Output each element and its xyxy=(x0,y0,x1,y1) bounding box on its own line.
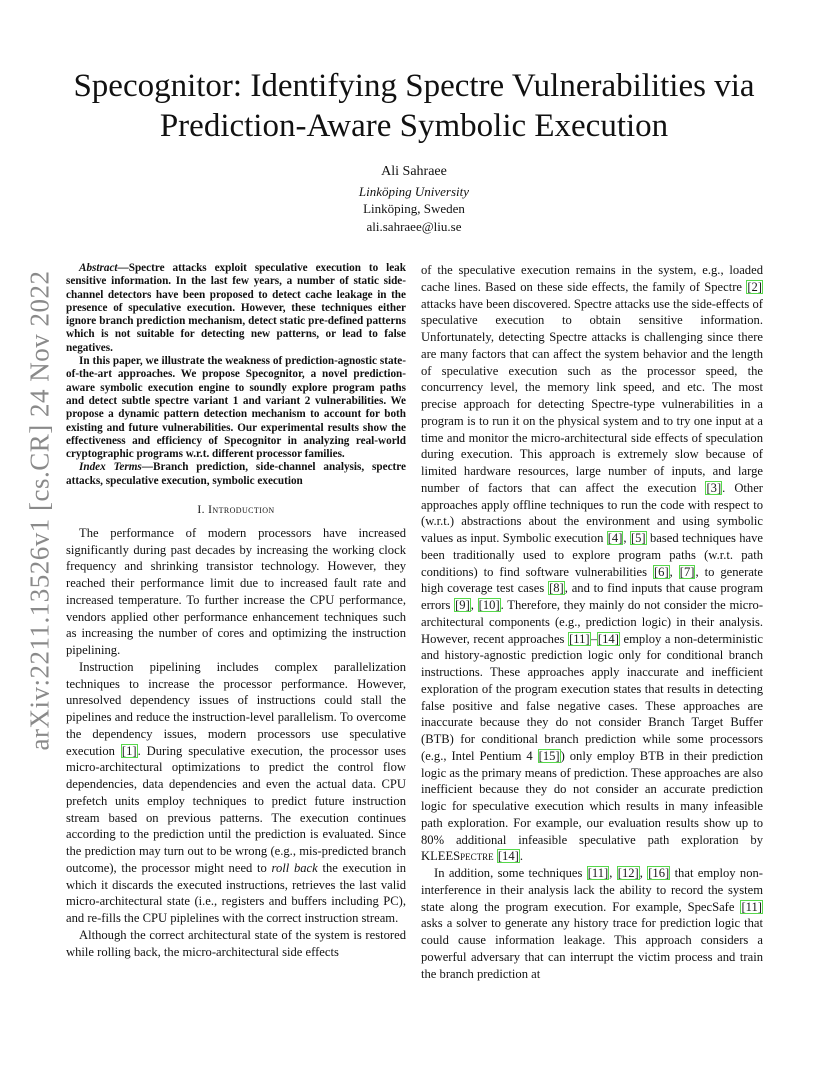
citation-link[interactable]: [11] xyxy=(587,866,609,880)
right-text: , xyxy=(669,564,679,579)
abstract-text-1: —Spectre attacks exploit speculative execution to leak sensitive information. In the last few years, a number of static side-channel detectors have been proposed to detect cache leakage in the presence of speculative execution. However, these techniques either ignore branch prediction mechanism, detect static pre-defined patterns which is not suitable for detecting new patterns, or lead to false negatives. xyxy=(66,262,406,354)
intro-p2-text-b: . During speculative execution, the processor uses micro-architectural optimizations to predict the control flow dependencies, data dependencies and even the actual data. CPU prefetch units employ techniques to predict future instruction stream based on previous patterns. The execution continues according to the prediction until the prediction is evaluated. Since the prediction may turn out to be wrong (e.g., mis-predicted branch outcome), the processor might need to xyxy=(66,743,406,875)
citation-link[interactable]: [5] xyxy=(630,531,646,545)
title-line-1: Specognitor: Identifying Spectre Vulnerabilities via xyxy=(73,68,755,104)
arxiv-id-text: arXiv:2211.13526v1 [cs.CR] 24 Nov 2022 xyxy=(24,270,55,750)
abstract-paragraph-2: In this paper, we illustrate the weakness of prediction-agnostic state-of-the-art approaches. We propose Specognitor, a novel prediction-aware symbolic execution engine to soundly explore program paths and detect subtle spectre variant 1 and variant 2 vulnerabilities. We propose a dynamic pattern detection mechanism to account for both existing and future vulnerabilities. Our experimental results show the effectiveness and efficiency of Specognitor in analyzing real-world cryptographic programs w.r.t. different processor families. xyxy=(66,355,406,461)
abstract-label: Abstract xyxy=(79,262,118,274)
right-text: employ a non-deterministic and history-agnostic prediction logic only for conditional branch instructions. These approaches apply inaccurate and inefficient exploration of the program execution states that results in detecting false positive and false negative cases. These approaches are inaccurate because they do not consider Branch Target Buffer (BTB) for conditional branch prediction while some processors (e.g., Intel Pentium 4 xyxy=(421,631,763,763)
citation-link[interactable]: [16] xyxy=(648,866,670,880)
author-location: Linköping, Sweden xyxy=(363,201,465,216)
intro-p2-text-c: the execution in which it discards the executed instructions, retrieves the last valid micro-architectural state (i.e., registers and buffers including PC), and re-fills the CPU piplelines with the correct instruction stream. xyxy=(66,860,406,926)
arxiv-identifier-stamp xyxy=(20,250,60,770)
right-text: – xyxy=(590,631,597,646)
citation-link[interactable]: [11] xyxy=(569,631,590,646)
author-affiliation: Linköping University xyxy=(358,183,470,199)
right-paragraph-1 xyxy=(421,262,763,865)
right-text: attacks have been discovered. Spectre attacks use the side-effects of speculative execution to obtain sensitive information. Unfortunately, detecting Spectre attacks is challenging since there are many factors that can affect the system behavior and the length of speculative execution such as the processor speed, the concurrency level, the memory link speed, and etc. The most precise approach for detecting Spectre-type vulnerabilities in a program is to run it on the physical system and to try one input at a time and monitor the micro-architectural side effects of speculation during execution. This approach is extremely slow because of limited hardware resources, large number of inputs, and large number of factors that can affect the execution xyxy=(421,296,763,495)
citation-link[interactable]: [11] xyxy=(741,899,762,914)
abstract-paragraph-1 xyxy=(66,262,406,355)
right-text: based techniques have been traditionally used to explore program paths (w.r.t. path conditions) to find software vulnerabilities xyxy=(421,531,764,579)
intro-p2-emphasis: roll back xyxy=(271,860,318,875)
index-terms xyxy=(66,461,406,488)
citation-link[interactable]: [2] xyxy=(747,279,762,294)
paper-title xyxy=(40,66,788,146)
right-text: , xyxy=(470,598,478,612)
right-text: . Therefore, they mainly do not consider the micro-architectural components (e.g., prediction logic) in their analysis. However, recent approaches xyxy=(421,598,764,646)
citation-link[interactable]: [1] xyxy=(121,743,137,758)
right-paragraph-2 xyxy=(421,865,763,982)
citation-link[interactable]: [15] xyxy=(538,748,560,763)
citation-link[interactable]: [7] xyxy=(679,564,695,579)
right-column xyxy=(421,262,763,982)
left-column xyxy=(66,262,406,960)
citation-link[interactable]: [12] xyxy=(617,866,639,880)
right-text: , and to find inputs that cause program errors xyxy=(421,581,763,612)
author-name: Ali Sahraee xyxy=(381,164,447,179)
intro-p2-text-a: Instruction pipelining includes complex parallelization techniques to increase the processor performance. However, unresolved dependency issues of instructions could stall the pipelines and reduce the instruction-level parallelism. To overcome the dependency issues, modern processors use speculative execution xyxy=(66,659,406,758)
citation-link[interactable]: [6] xyxy=(653,564,669,579)
right-text: ) only employ BTB in their prediction logic as the primary means of prediction. These approaches are also inefficient because they do not consider an accurate prediction logic for speculative execution which results in many infeasible path exploration. For example, our evaluation results show up to 80% additional infeasible speculative path exploration by xyxy=(421,748,763,847)
citation-link[interactable]: [14] xyxy=(597,631,619,646)
right-text: , xyxy=(623,531,630,545)
citation-link[interactable]: [3] xyxy=(706,480,722,495)
intro-paragraph-3: Although the correct architectural state of the system is restored while rolling back, the micro-architectural side effects xyxy=(66,927,406,959)
citation-link[interactable]: [14] xyxy=(497,849,519,864)
right-text: . Other approaches apply offline techniques to run the code with respect to (w.r.t.) abstractions about the environment and using symbolic values as input. Symbolic execution xyxy=(421,480,763,545)
right-text: In addition, some techniques xyxy=(434,866,587,880)
right-text: . xyxy=(519,849,523,864)
author-block xyxy=(214,163,614,235)
right-text: , xyxy=(639,866,648,880)
citation-link[interactable]: [9] xyxy=(455,598,470,612)
abstract-section xyxy=(66,262,406,488)
right-text: asks a solver to generate any history trace for prediction logic that could cause information leakage. This approach considers a powerful adversary that can interrupt the victim process and train the branch prediction at xyxy=(421,916,763,981)
right-text: of the speculative execution remains in the system, e.g., loaded cache lines. Based on these side effects, the family of Spectre xyxy=(421,263,763,294)
index-terms-text: —Branch prediction, side-channel analysis, spectre attacks, speculative execution, symbolic execution xyxy=(66,461,406,487)
index-terms-label: Index Terms xyxy=(79,461,142,474)
intro-paragraph-2 xyxy=(66,659,406,927)
right-text: , to generate high coverage test cases xyxy=(421,564,764,596)
citation-link[interactable]: [10] xyxy=(478,598,500,612)
title-line-2: Prediction-Aware Symbolic Execution xyxy=(159,108,669,144)
citation-link[interactable]: [8] xyxy=(549,581,564,596)
right-text: , xyxy=(609,866,617,880)
right-text: that employ non-interference in their analysis lack the ability to record the system state along the program execution. For example, SpecSafe xyxy=(421,866,763,914)
intro-paragraph-1: The performance of modern processors have increased significantly during past decades by increasing the working clock frequency and shrinking transistor technology. However, they reached their performance limit due to increased fault rate and increased temperature. To further increase the CPU performance, vendors applied other performance enhancement techniques such as increasing the number of cores and optimizing the instruction pipelining. xyxy=(66,525,406,658)
tool-name-kleespectre: KLEESpectre xyxy=(421,849,494,864)
citation-link[interactable]: [4] xyxy=(607,531,623,545)
author-email[interactable]: ali.sahraee@liu.se xyxy=(366,218,462,234)
section-heading-introduction: I. Introduction xyxy=(197,504,275,517)
